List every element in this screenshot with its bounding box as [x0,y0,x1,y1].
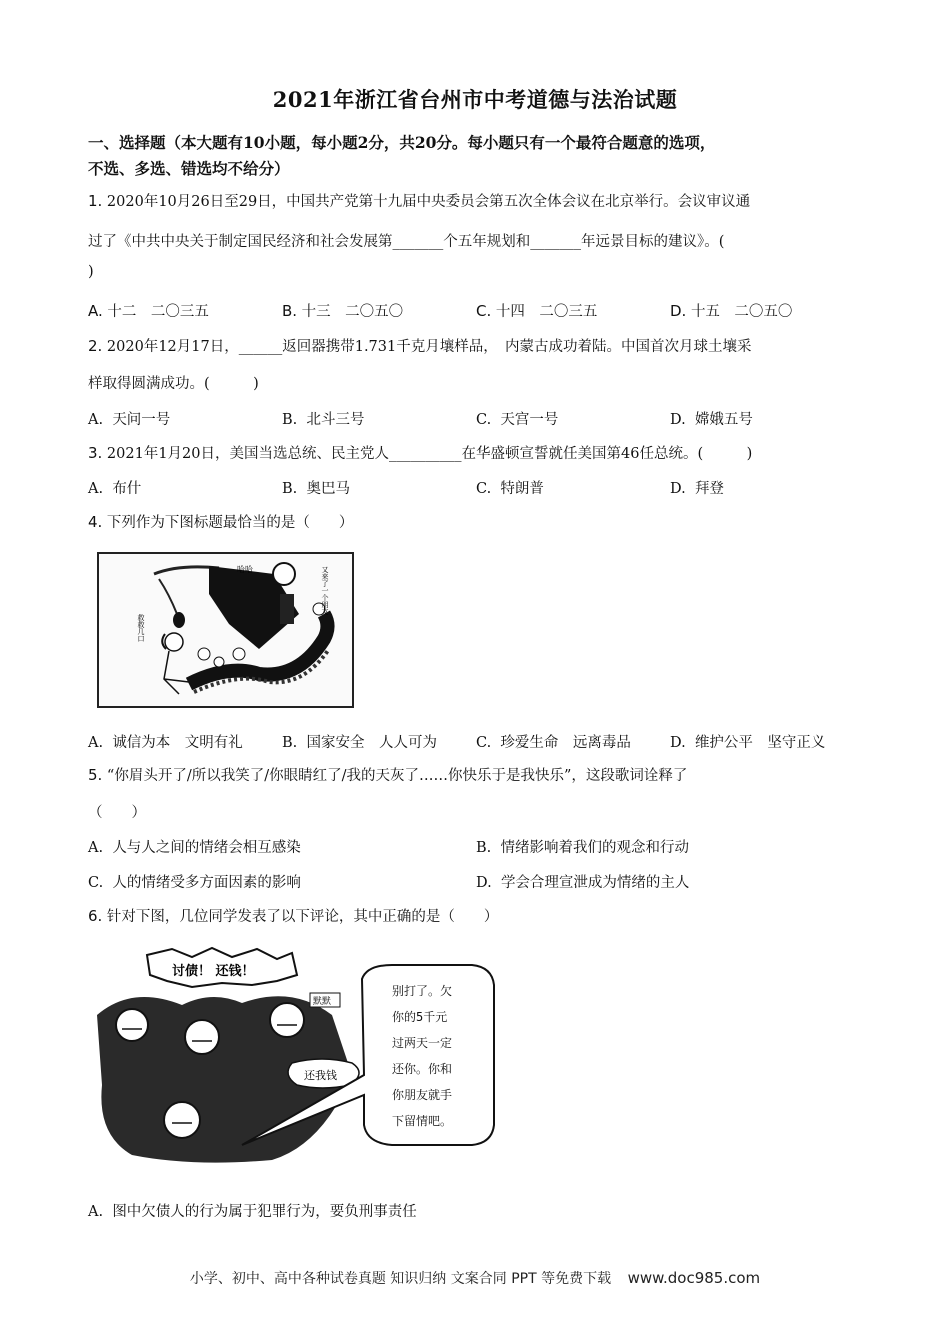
q1-option-c[interactable]: C. 十四 二〇三五 [476,302,598,320]
section-heading-line-2: 不选、多选、错选均不给分） [88,159,290,178]
q5-line-2: （ ） [88,805,146,821]
section-heading-line-1: 一、选择题（本大题有10小题，每小题2分，共20分。每小题只有一个最符合题意的选项， [88,133,716,152]
q4-option-c[interactable]: C. 珍爱生命 远离毒品 [476,735,631,751]
q2-line-2: 样取得圆满成功。( ) [88,376,259,392]
shout-text: 讨债！ 还钱！ [172,964,255,979]
q3-number: 3. [88,444,103,462]
speech-line-3: 过两天一定 [392,1036,453,1050]
q5-option-a[interactable]: A. 人与人之间的情绪会相互感染 [88,840,301,856]
q2-option-a[interactable]: A. 天问一号 [88,412,171,428]
q3-option-b[interactable]: B. 奥巴马 [282,481,350,497]
beaten-label: 默默 [313,997,332,1007]
debt-cartoon-illustration [92,945,502,1167]
q1-line-3: ) [88,264,94,280]
q6-number: 6. [88,907,103,925]
speech-line-2: 你的5千元 [392,1010,448,1024]
q5-option-c[interactable]: C. 人的情绪受多方面因素的影响 [88,875,301,891]
q1-line-2: 过了《中共中央关于制定国民经济和社会发展第_______个五年规划和_______年远景目标的建议》。( [88,234,725,250]
speech-line-5: 你朋友就手 [392,1088,453,1102]
section-heading [88,130,868,182]
pay-me-text: 还我钱 [304,1069,337,1082]
page-title: 2021年浙江省台州市中考道德与法治试题 [272,87,678,112]
q2-line-1: 2. 2020年12月17日，______返回器携带1.731千克月壤样品， 内蒙古成功着陆。中国首次月球土壤采 [88,337,752,355]
q1-number: 1. [88,192,103,210]
speech-line-1: 别打了。欠 [392,984,453,998]
footer-text: 小学、初中、高中各种试卷真题 知识归纳 文案合同 PPT 等免费下载 [189,1271,612,1287]
q1-line-1: 1. 2020年10月26日至29日，中国共产党第十九届中央委员会第五次全体会议在北京举行。会议审议通 [88,192,751,210]
footer-link[interactable]: www.doc985.com [627,1269,761,1287]
speech-line-6: 下留情吧。 [392,1114,453,1128]
q5-option-d[interactable]: D. 学会合理宣泄成为情绪的主人 [476,875,690,891]
page-footer [0,1268,950,1288]
q3-option-a[interactable]: A. 布什 [88,481,142,497]
q1-option-b[interactable]: B. 十三 二〇五〇 [282,302,404,320]
q2-option-d[interactable]: D. 嫦娥五号 [670,412,753,428]
q2-option-c[interactable]: C. 天宫一号 [476,412,559,428]
q5-option-b[interactable]: B. 情绪影响着我们的观念和行动 [476,840,689,856]
friend-label: 又来了一个朋友 [321,566,329,615]
q2-number: 2. [88,337,103,355]
drug-cartoon-figure [97,552,354,708]
q6-line-1: 6. 针对下图，几位同学发表了以下评论，其中正确的是（ ） [88,907,499,925]
q3-option-c[interactable]: C. 特朗普 [476,481,544,497]
q4-line-1: 4. 下列作为下图标题最恰当的是（ ） [88,513,354,531]
q3-line-1: 3. 2021年1月20日，美国当选总统、民主党人__________在华盛顿宣誓就任美国第46任总统。( ) [88,444,753,462]
q4-number: 4. [88,513,103,531]
speech-line-4: 还你。你和 [392,1062,453,1076]
q1-option-d[interactable]: D. 十五 二〇五〇 [670,302,793,320]
q4-option-b[interactable]: B. 国家安全 人人可为 [282,735,437,751]
q5-line-1: 5. “你眉头开了/所以我笑了/你眼睛红了/我的天灰了……你快乐于是我快乐”，这段歌词诠释了 [88,766,688,784]
haha-label: 哈哈 [237,565,253,574]
q1-option-a[interactable]: A. 十二 二〇三五 [88,302,209,320]
q5-number: 5. [88,766,103,784]
q4-option-a[interactable]: A. 诚信为本 文明有礼 [88,735,243,751]
debt-cartoon-figure [92,945,502,1167]
drug-cartoon-illustration [99,554,352,706]
q3-option-d[interactable]: D. 拜登 [670,481,724,497]
q4-option-d[interactable]: D. 维护公平 坚守正义 [670,735,826,751]
q2-option-b[interactable]: B. 北斗三号 [282,412,365,428]
save-label: 救救几口 [137,614,145,642]
q6-option-a[interactable]: A. 图中欠债人的行为属于犯罪行为，要负刑事责任 [88,1204,417,1220]
